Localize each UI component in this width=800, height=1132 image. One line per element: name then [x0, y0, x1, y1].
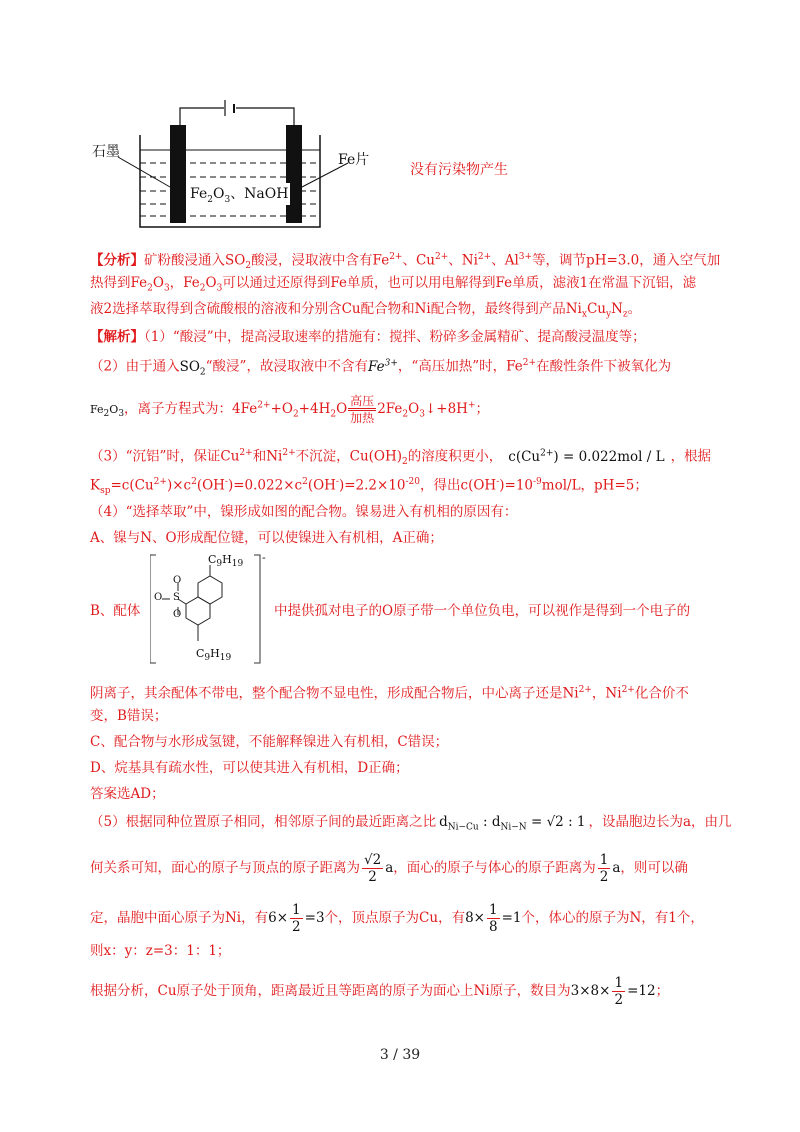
solution-label: $Fe_2O_3$、NaOH	[188, 183, 290, 205]
solution-p5c: 定，晶胞中面心原子为Ni，有6× $\frac{1}{2}$ =3个，顶点原子为Cu，有8× $\frac{1}{8}$ =1个，体心的原子为N，有1个，	[90, 902, 704, 935]
ligand-o-left: O	[154, 592, 163, 603]
solution-p5d: 则x：y：z=3：1：1；	[90, 943, 231, 959]
page-number: 3 / 39	[379, 1047, 421, 1063]
solution-p1: 【解析】（1）“酸浸”中，提高浸取速率的措施有：搅拌、粉碎多金属精矿、提高酸浸温度等；	[90, 329, 646, 345]
ligand-charge: -	[262, 551, 266, 564]
fraction-numerator: 1	[599, 852, 609, 868]
analysis-line-3: 液2选择萃取得到含硫酸根的溶液和分别含Cu配合物和Ni配合物，最终得到产品$Ni_xCu_yN_z$。	[90, 301, 642, 320]
solution-p4b-lead: B、配体	[90, 603, 141, 619]
solution-p6: 根据分析，Cu原子处于顶角，距离最近且等距离的原子为面心上Ni原子，数目为3×8× $\frac{1}{2}$ =12；	[90, 975, 670, 1008]
solution-p4a: A、镍与N、O形成配位键，可以使镍进入有机相，A正确；	[90, 530, 443, 546]
solution-p5b: 何关系可知，面心的原子与顶点的原子距离为 $\frac{√2}{2}$ a，面心的原子与体心的原子距离为 $\frac{1}{2}$ a，则可以确	[90, 852, 688, 885]
ligand-top-group: $C_9H_{19}$	[208, 553, 244, 570]
solution-p4d: D、烷基具有疏水性，可以使其进入有机相，D正确；	[90, 760, 409, 776]
graphite-label: 石墨	[92, 144, 120, 160]
ligand-o-top: O	[173, 575, 182, 586]
solution-p3: （3）“沉铝”时，保证$Cu^{2+}$和$Ni^{2+}$不沉淀，$Cu(OH)_2$的溶度积更小， $c(Cu^{2+}) = 0.022mol / L$ ，根据	[90, 448, 712, 468]
ligand-s: S	[173, 592, 180, 603]
fraction-numerator: √2	[364, 852, 382, 868]
ligand-o-bottom: O	[173, 609, 182, 620]
no-pollution-note: 没有污染物产生	[410, 162, 508, 178]
ligand-structure	[150, 551, 266, 665]
solution-p4b-tail: 中提供孤对电子的O原子带一个单位负电，可以视作是得到一个电子的	[274, 603, 691, 619]
condition-top: 高压	[348, 394, 376, 411]
solution-p4: （4）“选择萃取”中，镍形成如图的配合物。镍易进入有机相的原因有：	[90, 504, 518, 520]
solution-p4b3: 变，B错误；	[90, 708, 168, 724]
fe-plate-label: Fe片	[338, 152, 370, 168]
solution-p5a: （5）根据同种位置原子相同，相邻原子间的最近距离之比 $d_{Ni-Cu}$ : $d_{Ni-N} = √2$ : 1 ，设晶胞边长为a，由几	[90, 814, 732, 833]
solution-p2: （2）由于通入$SO_2“$酸浸”，故浸取液中不含有$Fe^{3+}$，“高压加热”时，$Fe^{2+}$在酸性条件下被氧化为	[90, 358, 672, 378]
condition-bottom: 加热	[350, 411, 375, 425]
fraction-denominator: 2	[599, 869, 609, 885]
solution-p4c: C、配合物与水形成氢键，不能解释镍进入有机相，C错误；	[90, 734, 449, 750]
fraction-denominator: 2	[368, 869, 377, 885]
solution-p4b2: 阴离子，其余配体不带电，整个配合物不显电性，形成配合物后，中心离子还是$Ni^{2+}$，$Ni^{2+}$化合价不	[90, 685, 689, 702]
analysis-line-1: 【分析】矿粉酸浸通入$SO_2$酸浸，浸取液中含有$Fe^{2+}$、$Cu^{2+}$、$Ni^{2+}$、$Al^{3+}$等，调节pH=3.0，通入空气加	[90, 252, 721, 272]
solution-answer: 答案选AD；	[90, 786, 165, 802]
analysis-line-2: 热得到$Fe_2O_3$，$Fe_2O_3$可以通过还原得到Fe单质，也可以用电解得到Fe单质，滤液1在常温下沉铝，滤	[90, 275, 697, 294]
solution-p2b: $Fe_2O_3$，离子方程式为：$4Fe^{2+}+O_2+4H_2O$ 高压 加热 $2Fe_2O_3↓+8H^+$；	[90, 394, 489, 425]
solution-p3b: $K_{sp}=c(Cu^{2+})\times c^2(OH^-)=0.022\times c^2(OH^-)=2.2\times 10^{-20}$，得出$c(OH^-)=10^{-9}mol/L$，pH=5；	[90, 477, 648, 497]
ligand-bottom-group: $C_9H_{19}$	[196, 647, 232, 664]
electrolysis-diagram	[92, 95, 382, 235]
fraction-denominator: 8	[488, 919, 498, 935]
